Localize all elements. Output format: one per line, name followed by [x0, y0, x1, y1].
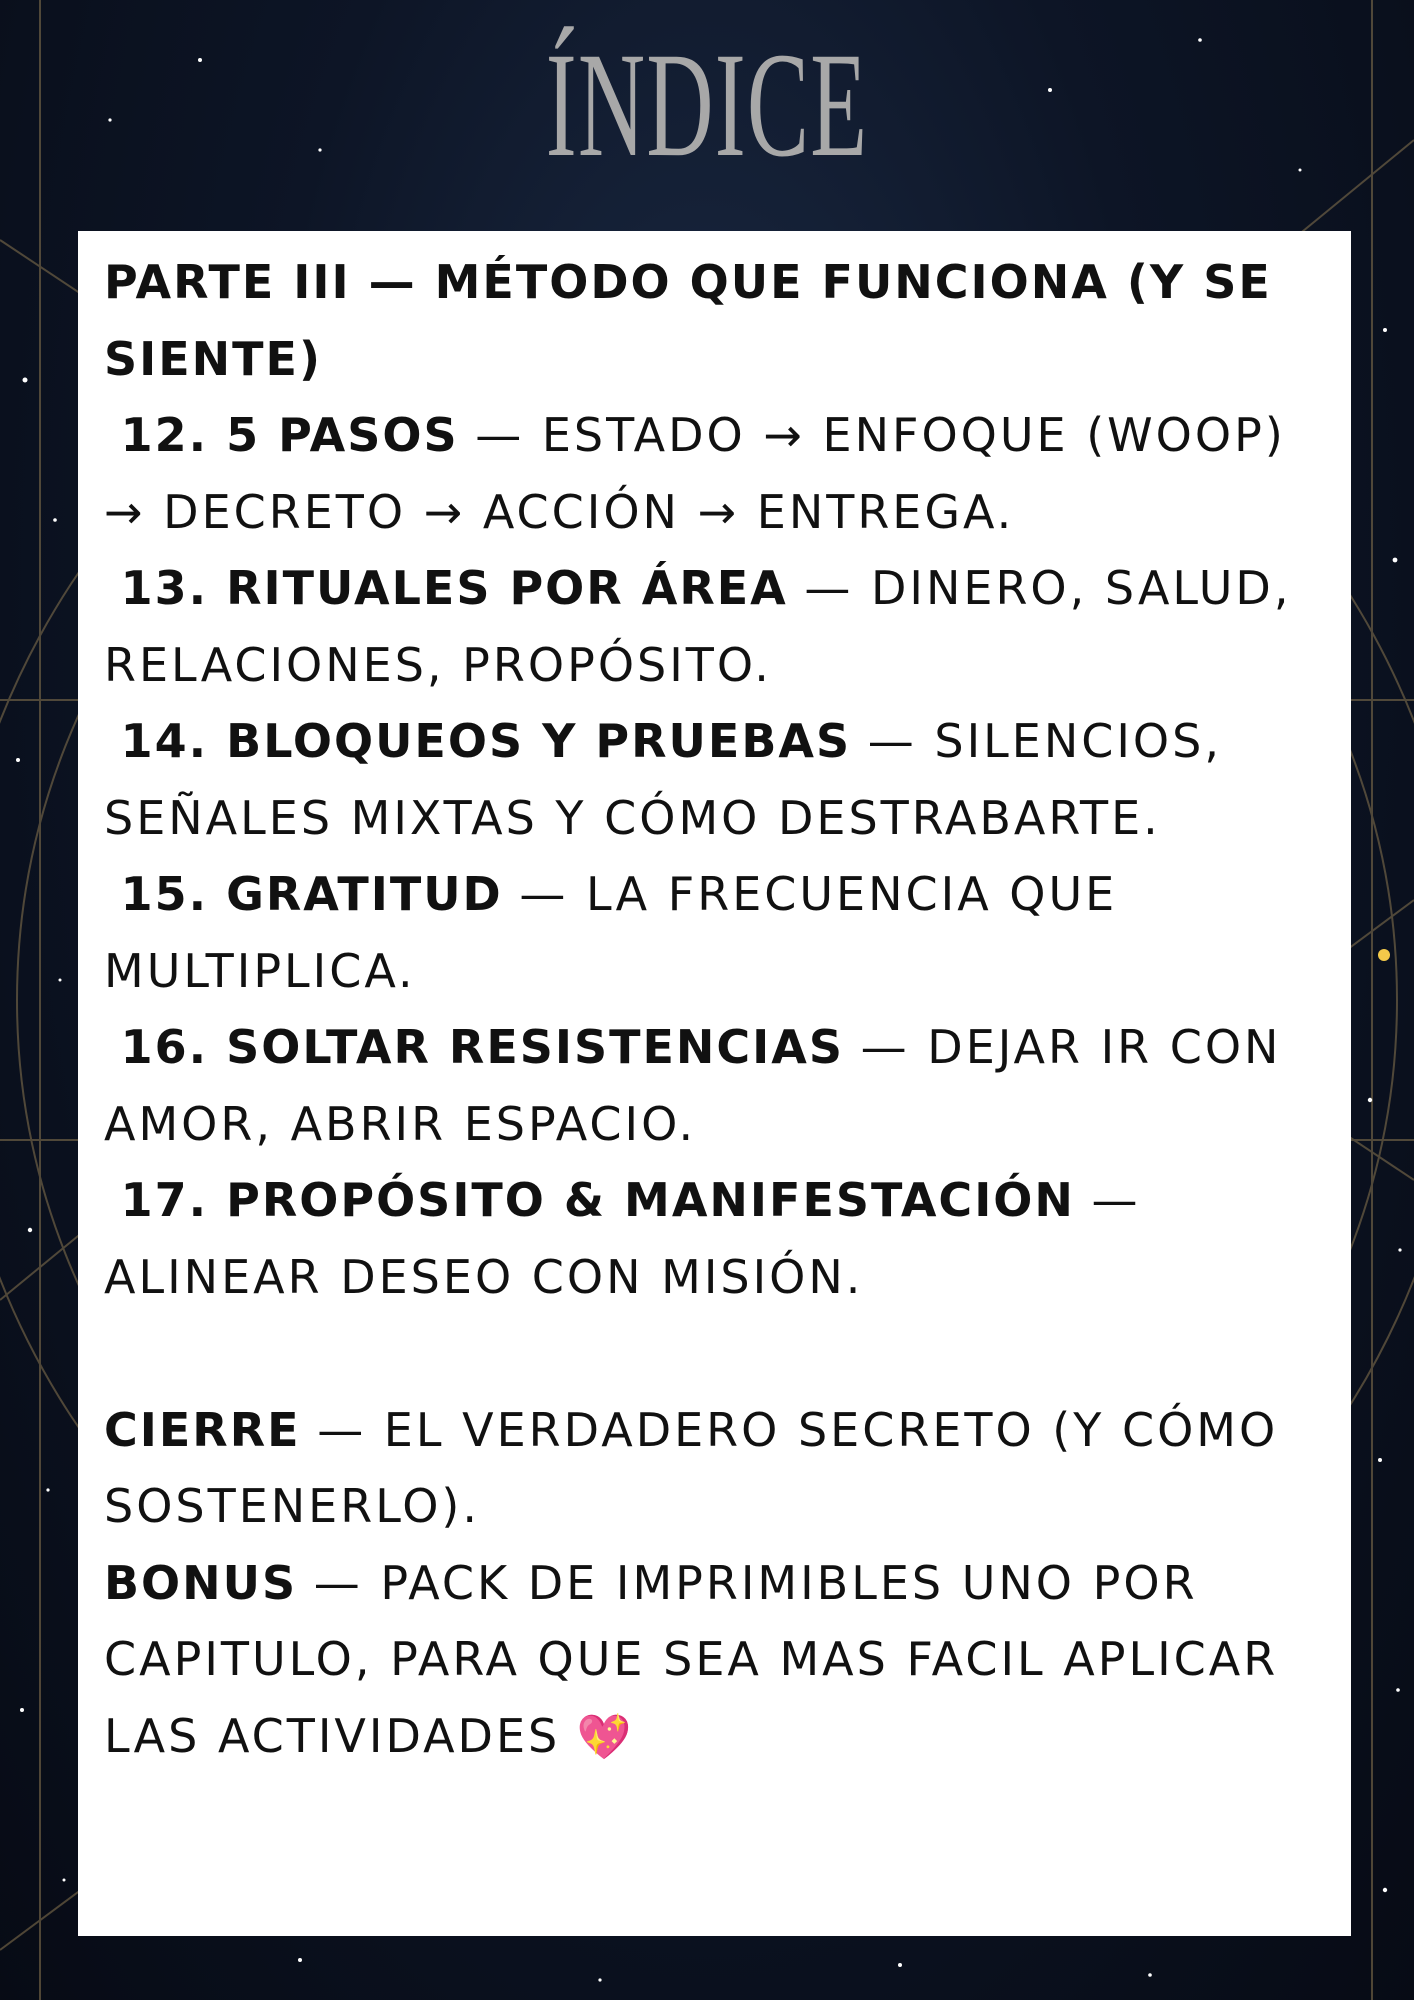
item-label: 13. RITUALES POR ÁREA: [120, 561, 788, 615]
item-description: — ESTADO → ENFOQUE (WOOP) → DECRETO → ACCIÓN → ENTREGA.: [104, 408, 1286, 539]
spacer: [104, 1315, 1325, 1392]
list-item: [104, 550, 1325, 703]
closing-line: [104, 1392, 1325, 1545]
page-title: ÍNDICE: [545, 22, 869, 188]
closing-description: — EL VERDADERO SECRETO (Y CÓMO SOSTENERLO).: [104, 1402, 1279, 1533]
item-description: — ALINEAR DESEO CON MISIÓN.: [104, 1173, 1141, 1304]
sparkling-heart-icon: 💖: [576, 1711, 634, 1763]
list-item: [104, 397, 1325, 550]
item-label: 14. BLOQUEOS Y PRUEBAS: [120, 714, 852, 768]
item-label: 12. 5 PASOS: [120, 408, 459, 462]
list-item: [104, 1009, 1325, 1162]
part-heading: PARTE III — MÉTODO QUE FUNCIONA (Y SE SIENTE): [104, 255, 1272, 386]
item-description: — DEJAR IR CON AMOR, ABRIR ESPACIO.: [104, 1020, 1282, 1151]
index-content: [104, 244, 1325, 1776]
item-description: — SILENCIOS, SEÑALES MIXTAS Y CÓMO DESTRABARTE.: [104, 714, 1222, 845]
index-card: [78, 231, 1351, 1936]
item-description: — LA FRECUENCIA QUE MULTIPLICA.: [104, 867, 1118, 998]
bonus-label: BONUS: [104, 1555, 298, 1610]
item-label: 16. SOLTAR RESISTENCIAS: [120, 1020, 845, 1074]
list-item: [104, 856, 1325, 1009]
item-description: — DINERO, SALUD, RELACIONES, PROPÓSITO.: [104, 561, 1292, 692]
bonus-description: — PACK DE IMPRIMIBLES UNO POR CAPITULO, PARA QUE SEA MAS FACIL APLICAR LAS ACTIVIDADES: [104, 1555, 1279, 1763]
list-item: [104, 703, 1325, 856]
bonus-line: [104, 1545, 1325, 1777]
list-item: [104, 1162, 1325, 1315]
closing-label: CIERRE: [104, 1402, 301, 1457]
item-label: 17. PROPÓSITO & MANIFESTACIÓN: [120, 1173, 1075, 1227]
item-label: 15. GRATITUD: [120, 867, 503, 921]
